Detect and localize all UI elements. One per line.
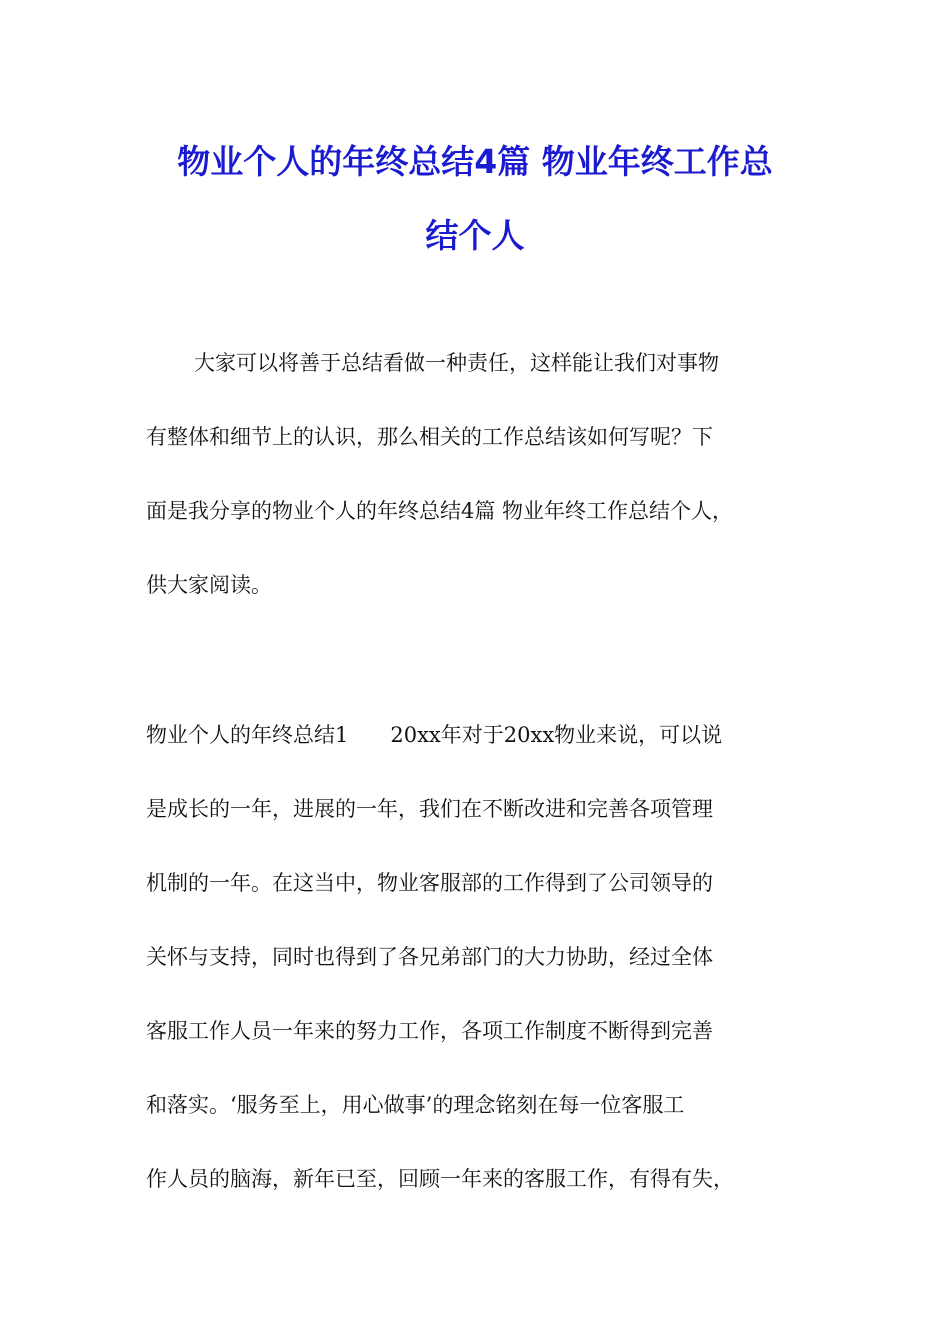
body-line-7: 作人员的脑海，新年已至，回顾一年来的客服工作，有得有失， xyxy=(146,1167,734,1191)
body-line-6: 和落实。‘服务至上，用心做事’的理念铭刻在每一位客服工 xyxy=(146,1093,685,1117)
body-line-2: 是成长的一年，进展的一年，我们在不断改进和完善各项管理 xyxy=(146,797,713,821)
intro-line-3: 面是我分享的物业个人的年终总结4篇 物业年终工作总结个人， xyxy=(146,499,734,523)
body-line-1: 物业个人的年终总结1 20xx年对于20xx物业来说，可以说 xyxy=(146,723,723,747)
body-line-4: 关怀与支持，同时也得到了各兄弟部门的大力协助，经过全体 xyxy=(146,945,713,969)
document-title-line-2: 结个人 xyxy=(425,216,525,255)
intro-line-4: 供大家阅读。 xyxy=(146,573,272,597)
body-line-3: 机制的一年。在这当中，物业客服部的工作得到了公司领导的 xyxy=(146,871,713,895)
intro-line-2: 有整体和细节上的认识，那么相关的工作总结该如何写呢？下 xyxy=(146,425,713,449)
intro-line-1: 大家可以将善于总结看做一种责任，这样能让我们对事物 xyxy=(194,351,719,375)
document-title-line-1: 物业个人的年终总结4篇 物业年终工作总 xyxy=(177,142,773,181)
body-line-5: 客服工作人员一年来的努力工作，各项工作制度不断得到完善 xyxy=(146,1019,713,1043)
